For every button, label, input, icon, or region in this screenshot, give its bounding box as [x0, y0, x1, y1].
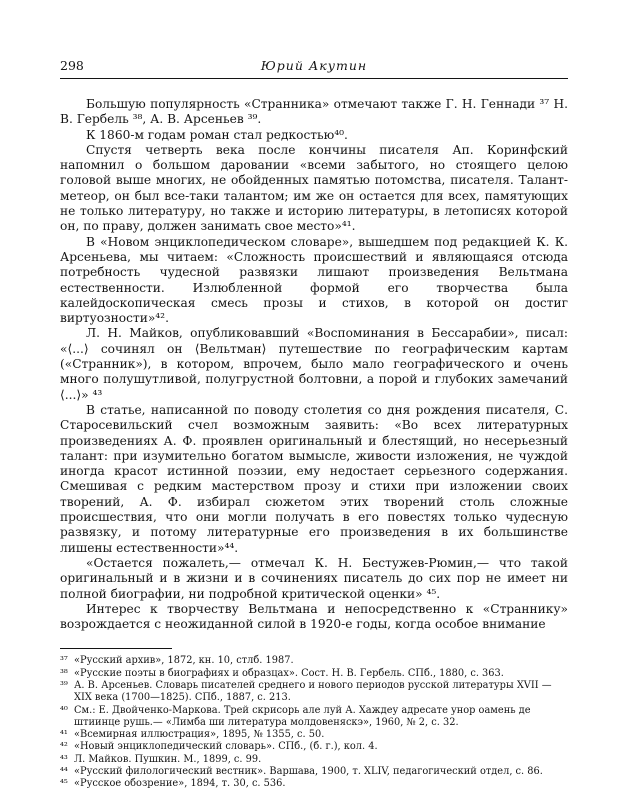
- footnote: [60, 778, 568, 790]
- footnote-number: ³⁹: [60, 679, 68, 691]
- page-header: [60, 58, 568, 76]
- footnote: [60, 754, 568, 766]
- footnote-number: ³⁸: [60, 667, 68, 679]
- paragraph: Л. Н. Майков, опубликовавший «Воспоминания в Бессарабии», писал: «⟨...⟩ сочинял он ⟨Вельтман⟩ путешествие по географическим картам («Странник»), в котором, впрочем, было мало географического и очень много полушутливой, полугрустной болтовни, а порой и глубоких замечаний ⟨...⟩» ⁴³: [60, 326, 568, 402]
- footnote: [60, 655, 568, 667]
- footnote: [60, 741, 568, 753]
- footnote-text: «Новый энциклопедический словарь». СПб., (б. г.), кол. 4.: [74, 741, 378, 753]
- footnote: [60, 705, 568, 730]
- footnote: [60, 766, 568, 778]
- footnote-text: «Русский филологический вестник». Варшава, 1900, т. XLIV, педагогический отдел, с. 86.: [74, 766, 543, 778]
- footnote-number: ⁴⁴: [60, 766, 68, 778]
- paragraph: Большую популярность «Странника» отмечают также Г. Н. Геннади ³⁷ Н. В. Гербель ³⁸, А. В. Арсеньев ³⁹.: [60, 97, 568, 127]
- footnote: [60, 668, 568, 680]
- footnote-text: А. В. Арсеньев. Словарь писателей среднего и нового периодов русской литературы XVII — XIX века (1700—1825). СПб., 1887, с. 213.: [74, 679, 552, 704]
- footnote-number: ⁴³: [60, 753, 68, 765]
- body-text: [60, 97, 568, 632]
- footnote-number: ³⁷: [60, 655, 68, 667]
- paragraph: К 1860-м годам роман стал редкостью⁴⁰.: [86, 127, 348, 142]
- footnote: [60, 680, 568, 705]
- footnote-text: Л. Майков. Пушкин. М., 1899, с. 99.: [74, 753, 262, 765]
- page-number: 298: [60, 58, 84, 73]
- footnote-text: «Русский архив», 1872, кн. 10, стлб. 1987.: [74, 655, 294, 667]
- paragraph: В «Новом энциклопедическом словаре», вышедшем под редакцией К. К. Арсеньева, мы читаем: «Сложность происшествий и являющаяся отсюда потребность чудесной развязки лишают произведения Вельтмана естественности. Излюбленной формой его творчества была калейдоскопическая смесь прозы и стихов, в которой он достиг виртуозности»⁴².: [60, 234, 568, 326]
- footnote-number: ⁴⁵: [60, 778, 68, 790]
- paragraph: «Остается пожалеть,— отмечал К. Н. Бестужев-Рюмин,— что такой оригинальный и в жизни и в сочинениях писатель до сих пор не имеет ни полной биографии, ни подробной критической оценки» ⁴⁵.: [60, 555, 568, 601]
- footnote-rule: [60, 648, 172, 649]
- footnote-number: ⁴¹: [60, 729, 68, 741]
- footnote-text: «Всемирная иллюстрация», 1895, № 1355, с. 50.: [74, 729, 325, 741]
- footnote: [60, 729, 568, 741]
- paragraph: Спустя четверть века после кончины писателя Ап. Коринфский напомнил о большом даровании «всеми забытого, но стоящего целою головой выше многих, не обойденных памятью потомства, писателя. Талант-метеор, он был все-таки талантом; им же он остается для всех, памятующих не только литературу, но также и историю литературы, в летописях которой он, по праву, должен занимать свое место»⁴¹.: [60, 142, 568, 234]
- running-title: Юрий Акутин: [260, 58, 368, 73]
- footnote-number: ⁴²: [60, 741, 68, 753]
- paragraph: В статье, написанной по поводу столетия со дня рождения писателя, С. Старосевильский счел возможным заявить: «Во всех литературных произведениях А. Ф. проявлен оригинальный и блестящий, но несерьезный талант: при изумительно богатом вымысле, живости изложения, не чуждой иногда красот истинной поэзии, ему недостает серьезного содержания. Смешивая с редким мастерством прозу и стихи при изложении своих творений, А. Ф. избирал сюжетом этих творений столь сложные происшествия, что они могли получать в его повестях только чудесную развязку, и потому литературные его произведения в их большинстве лишены естественности»⁴⁴.: [60, 402, 568, 555]
- header-rule: [60, 78, 568, 79]
- footnote-text: См.: Е. Двойченко-Маркова. Трей скрисорь але луй А. Хаждеу адресате унор оамень де штиинце рушь.— «Лимба ши литература молдовеняскэ», 1960, № 2, с. 32.: [74, 704, 531, 728]
- footnote-text: «Русские поэты в биографиях и образцах». Сост. Н. В. Гербель. СПб., 1880, с. 363.: [74, 667, 504, 679]
- paragraph: Интерес к творчеству Вельтмана и непосредственно к «Страннику» возрождается с неожиданной силой в 1920-е годы, когда особое внимание: [60, 601, 568, 632]
- footnote-number: ⁴⁰: [60, 704, 68, 716]
- footnotes: [60, 655, 568, 790]
- book-page: [60, 58, 568, 791]
- footnote-text: «Русское обозрение», 1894, т. 30, с. 536.: [74, 778, 286, 790]
